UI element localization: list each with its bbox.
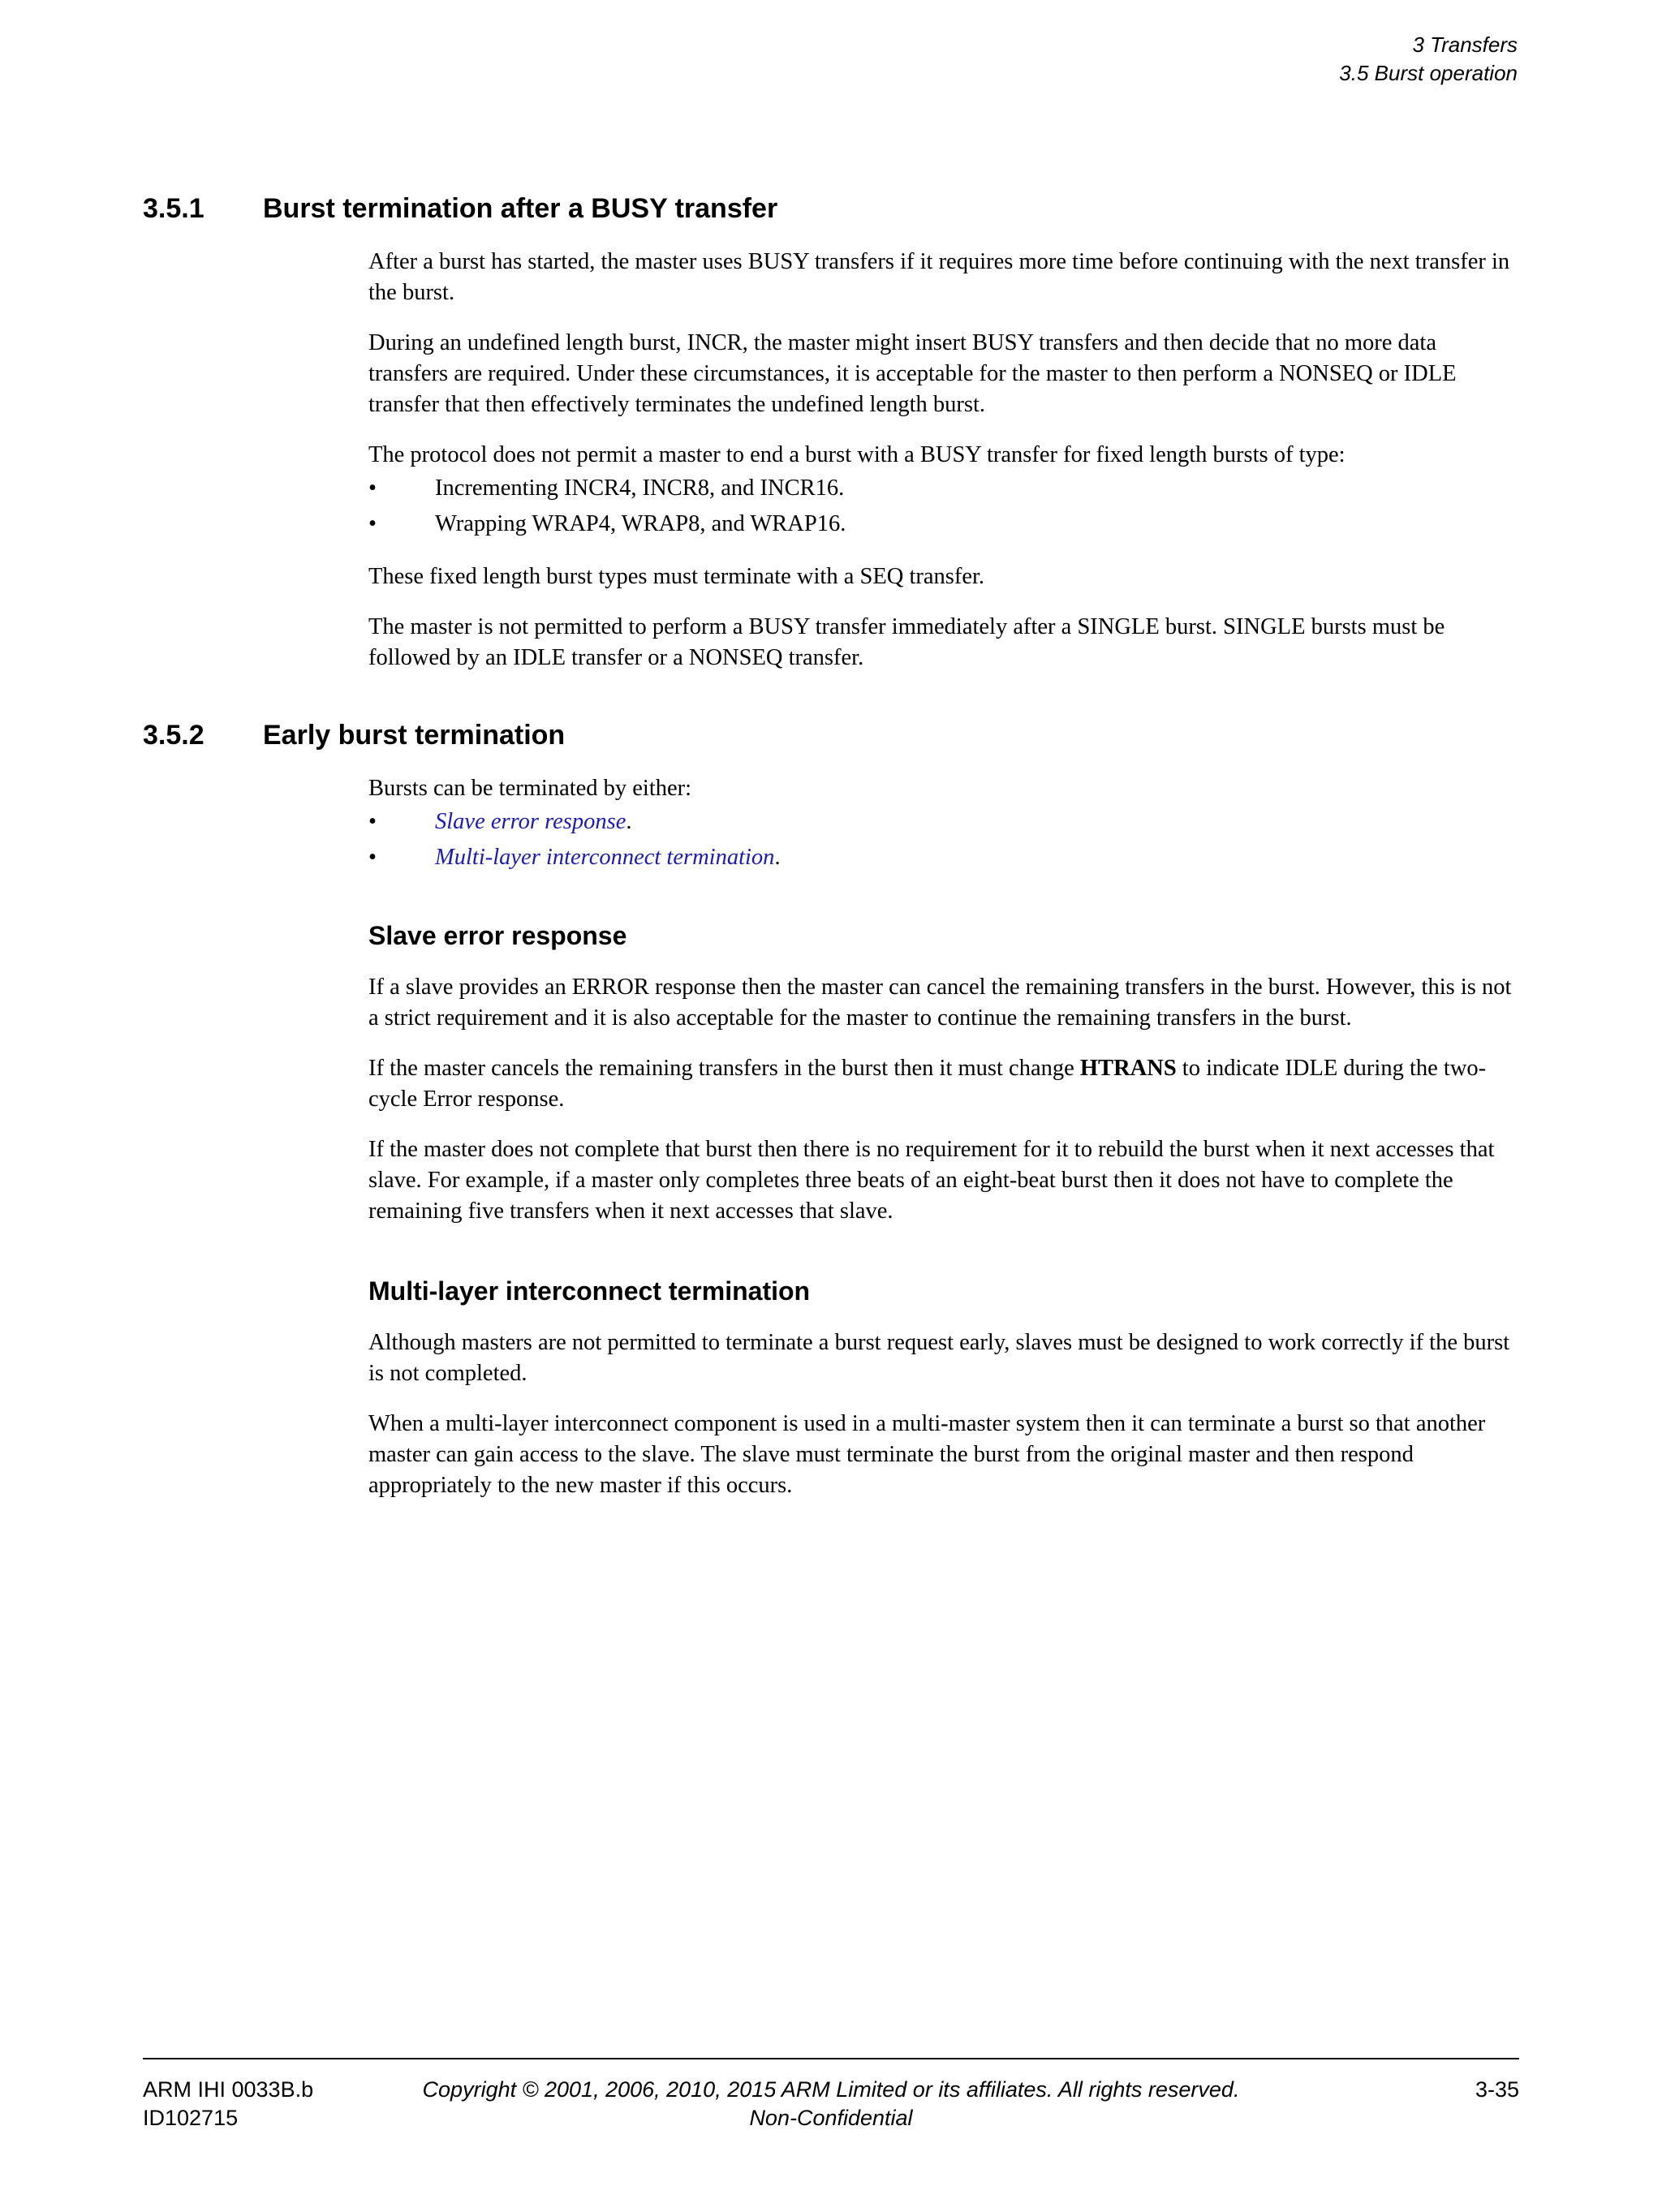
subsection-body-multi-layer-p2: [368, 1409, 1519, 1501]
subsection-body-slave-error: [368, 972, 1519, 1034]
section-heading-3-5-2: [143, 719, 565, 751]
subsection-heading-slave-error-response: Slave error response: [368, 921, 627, 950]
subsection-body-multi-layer: [368, 1328, 1519, 1389]
paragraph: When a multi-layer interconnect component is used in a multi-master system then it can terminate a burst so that another master can gain access to the slave. The slave must terminate the burst from the original master and then respond appropriately to the new master if this occurs.: [368, 1411, 1486, 1498]
burst-type-list: [368, 471, 1519, 542]
paragraph: The master is not permitted to perform a BUSY transfer immediately after a SINGLE burst. SINGLE bursts must be followed by an IDLE transfer or a NONSEQ transfer.: [368, 614, 1445, 670]
paragraph: If a slave provides an ERROR response then the master can cancel the remaining transfers in the burst. However, this is not a strict requirement and it is also acceptable for the master to continue the remaining transfers in the burst.: [368, 975, 1512, 1031]
list-item: • Slave error response.: [368, 804, 1519, 840]
list-item: • Multi-layer interconnect termination.: [368, 840, 1519, 876]
header-chapter: 3 Transfers: [1412, 32, 1518, 57]
section-body-3-5-1: [368, 247, 1519, 308]
list-item: • Incrementing INCR4, INCR8, and INCR16.: [368, 471, 1519, 506]
signal-name: HTRANS: [1079, 1056, 1177, 1081]
footer-copyright: [373, 2076, 1289, 2132]
section-number: 3.5.2: [143, 720, 205, 751]
paragraph: Bursts can be terminated by either:: [368, 776, 692, 801]
subsection-body-slave-error-p2: [368, 1053, 1519, 1115]
bullet-icon: •: [368, 511, 377, 536]
footer-page-number: [1475, 2076, 1519, 2104]
section-title: Burst termination after a BUSY transfer: [263, 193, 778, 224]
confidentiality-label: Non-Confidential: [749, 2106, 913, 2130]
header-section: 3.5 Burst operation: [1339, 61, 1518, 85]
link-multi-layer-interconnect-termination[interactable]: Multi-layer interconnect termination: [435, 845, 775, 870]
running-header: [1339, 31, 1518, 88]
link-slave-error-response[interactable]: Slave error response: [435, 809, 626, 834]
paragraph: If the master does not complete that burst then there is no requirement for it to rebuild the burst when it next accesses that slave. For example, if a master only completes three beats of an eight-beat burst then it does not have to complete the remaining five transfers when it next accesses that slave.: [368, 1137, 1495, 1224]
section-body-3-5-1-p4: [368, 562, 1519, 592]
bullet-icon: •: [368, 809, 377, 834]
paragraph: The protocol does not permit a master to end a burst with a BUSY transfer for fixed length bursts of type:: [368, 442, 1346, 467]
paragraph: During an undefined length burst, INCR, the master might insert BUSY transfers and then decide that no more data transfers are required. Under these circumstances, it is acceptable for the master to then perform a NONSEQ or IDLE transfer that then effectively terminates the undefined length burst.: [368, 330, 1457, 417]
section-heading-3-5-1: [143, 192, 777, 225]
paragraph: Although masters are not permitted to terminate a burst request early, slaves must be designed to work correctly if the burst is not completed.: [368, 1330, 1510, 1386]
section-body-3-5-2: [368, 773, 1519, 876]
section-body-3-5-1-p3: [368, 440, 1519, 542]
document-revision: ID102715: [143, 2106, 239, 2130]
bullet-icon: •: [368, 845, 377, 870]
footer-doc-info: [143, 2076, 313, 2132]
paragraph: If the master cancels the remaining transfers in the burst then it must change HTRANS to indicate IDLE during the two-cycle Error response.: [368, 1056, 1487, 1112]
footer-divider: [143, 2058, 1519, 2059]
section-body-3-5-1-p5: [368, 612, 1519, 673]
section-number: 3.5.1: [143, 193, 205, 224]
document-id: ARM IHI 0033B.b: [143, 2077, 314, 2102]
paragraph: These fixed length burst types must terminate with a SEQ transfer.: [368, 564, 985, 589]
section-title: Early burst termination: [263, 720, 566, 751]
subsection-heading-multi-layer: Multi-layer interconnect termination: [368, 1276, 811, 1306]
list-item: • Wrapping WRAP4, WRAP8, and WRAP16.: [368, 506, 1519, 542]
copyright-text: Copyright © 2001, 2006, 2010, 2015 ARM Limited or its affiliates. All rights reserved.: [422, 2077, 1240, 2102]
termination-list: [368, 804, 1519, 876]
subsection-body-slave-error-p3: [368, 1134, 1519, 1227]
paragraph: After a burst has started, the master uses BUSY transfers if it requires more time before continuing with the next transfer in the burst.: [368, 249, 1510, 305]
bullet-icon: •: [368, 476, 377, 501]
page-number: 3-35: [1475, 2077, 1519, 2102]
section-body-3-5-1-p2: [368, 328, 1519, 420]
